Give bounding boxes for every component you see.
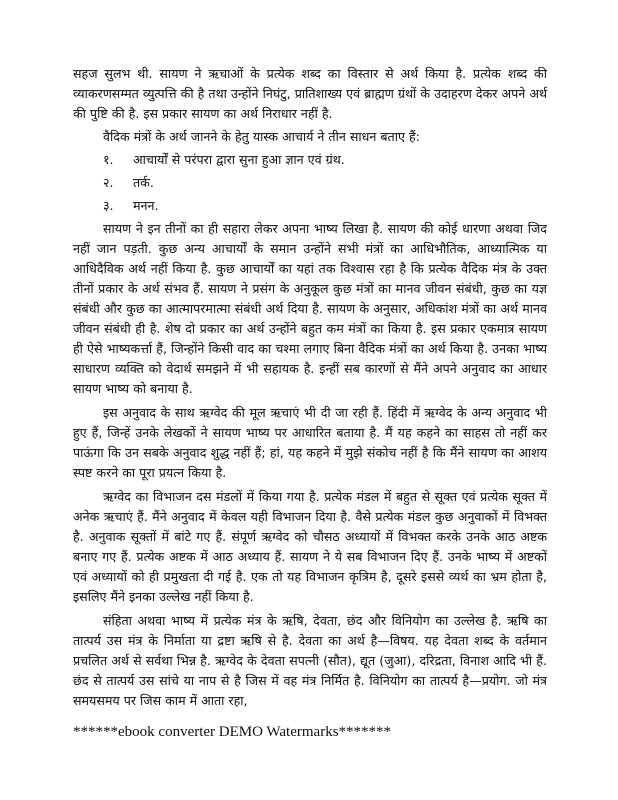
paragraph-translation: इस अनुवाद के साथ ऋग्वेद की मूल ऋचाएं भी दी जा रही हैं. हिंदी में ऋग्वेद के अन्य अनुवाद भी हुए हैं, जिन्हें उनके लेखकों ने सायण भाष्य पर आधारित बताया है. मैं यह कहने का साहस तो नहीं कर पाऊंगा कि उन सबके अनुवाद शुद्ध नहीं हैं; हां, यह कहने में मुझे संकोच नहीं है कि मैंने सायण का आशय स्पष्ट करने का पूरा प्रयत्न किया है. (73, 405, 547, 480)
list-number: ३. (103, 198, 114, 213)
paragraph-division: ऋग्वेद का विभाजन दस मंडलों में किया गया है. प्रत्येक मंडल में बहुत से सूक्त एवं प्रत्येक सूक्त में अनेक ऋचाएं हैं. मैंने अनुवाद में केवल यही विभाजन दिया है. वैसे प्रत्येक मंडल कुछ अनुवाकों में विभक्त है. अनुवाक सूक्तों में बांटे गए हैं. संपूर्ण ऋग्वेद को चौसठ अध्यायों में विभक्त करके उनके आठ अष्टक बनाए गए हैं. प्रत्येक अष्टक में आठ अध्याय हैं. सायण ने ये सब विभाजन दिए हैं. उनके भाष्य में अष्टकों एवं अध्यायों को ही प्रमुखता दी गई है. एक तो यह विभाजन कृत्रिम है, दूसरे इससे व्यर्थ का भ्रम होता है, इसलिए मैंने इनका उल्लेख नहीं किया है. (73, 489, 547, 604)
means-list (73, 150, 547, 216)
document-page (73, 64, 547, 711)
list-number: २. (103, 175, 114, 190)
opening-paragraph: सहज सुलभ थी. सायण ने ऋचाओं के प्रत्येक शब्द का विस्तार से अर्थ किया है. प्रत्येक शब्द की व्याकरणसम्मत व्युत्पत्ति की है तथा उन्होंने निघंटु, प्रातिशाख्य एवं ब्राह्मण ग्रंथों के उदाहरण देकर अपने अर्थ की पुष्टि की है. इस प्रकार सायण का अर्थ निराधार नहीं है. (73, 66, 547, 121)
paragraph-sayana-commentary: सायण ने इन तीनों का ही सहारा लेकर अपना भाष्य लिखा है. सायण की कोई धारणा अथवा जिद नहीं जान पड़ती. कुछ अन्य आचार्यों के समान उन्होंने सभी मंत्रों का आधिभौतिक, आध्यात्मिक या आधिदैविक अर्थ नहीं किया है. कुछ आचार्यों का यहां तक विश्वास रहा है कि प्रत्येक वैदिक मंत्र के उक्त तीनों प्रकार के अर्थ संभव हैं. सायण ने प्रसंग के अनुकूल कुछ मंत्रों का मानव जीवन संबंधी, कुछ का यज्ञ संबंधी और कुछ का आत्मापरमात्मा संबंधी अर्थ दिया है. सायण के अनुसार, अधिकांश मंत्रों का अर्थ मानव जीवन संबंधी ही है. शेष दो प्रकार का अर्थ उन्होंने बहुत कम मंत्रों का किया है. इस प्रकार एकमात्र सायण ही ऐसे भाष्यकर्त्ता हैं, जिन्होंने किसी वाद का चश्मा लगाए बिना वैदिक मंत्रों का अर्थ किया है. उनका भाष्य साधारण व्यक्ति को वेदार्थ समझने में भी सहायक है. इन्हीं सब कारणों से मैंने अपने अनुवाद का आधार सायण भाष्य को बनाया है. (73, 221, 547, 396)
watermark: ******ebook converter DEMO Watermarks******* (73, 724, 392, 740)
list-text: आचार्यों से परंपरा द्वारा सुना हुआ ज्ञान एवं ग्रंथ. (133, 152, 345, 167)
list-text: तर्क. (133, 175, 154, 190)
means-intro: वैदिक मंत्रों के अर्थ जानने के हेतु यास्क आचार्य ने तीन साधन बताए हैं: (103, 129, 420, 144)
list-item (103, 150, 547, 170)
list-item (103, 173, 547, 193)
list-text: मनन. (133, 198, 159, 213)
list-item (103, 196, 547, 216)
paragraph-rishi-devata: संहिता अथवा भाष्य में प्रत्येक मंत्र के ऋषि, देवता, छंद और विनियोग का उल्लेख है. ऋषि का तात्पर्य उस मंत्र के निर्माता या द्रष्टा ऋषि से है. देवता का अर्थ है—विषय. यह देवता शब्द के वर्तमान प्रचलित अर्थ से सर्वथा भिन्न है. ऋग्वेद के देवता सपत्नी (सौत), द्यूत (जुआ), दरिद्रता, विनाश आदि भी हैं. छंद से तात्पर्य उस सांचे या नाप से है जिस में वह मंत्र निर्मित है. विनियोग का तात्पर्य है—प्रयोग. जो मंत्र समयसमय पर जिस काम में आता रहा, (73, 613, 547, 708)
list-number: १. (103, 152, 114, 167)
